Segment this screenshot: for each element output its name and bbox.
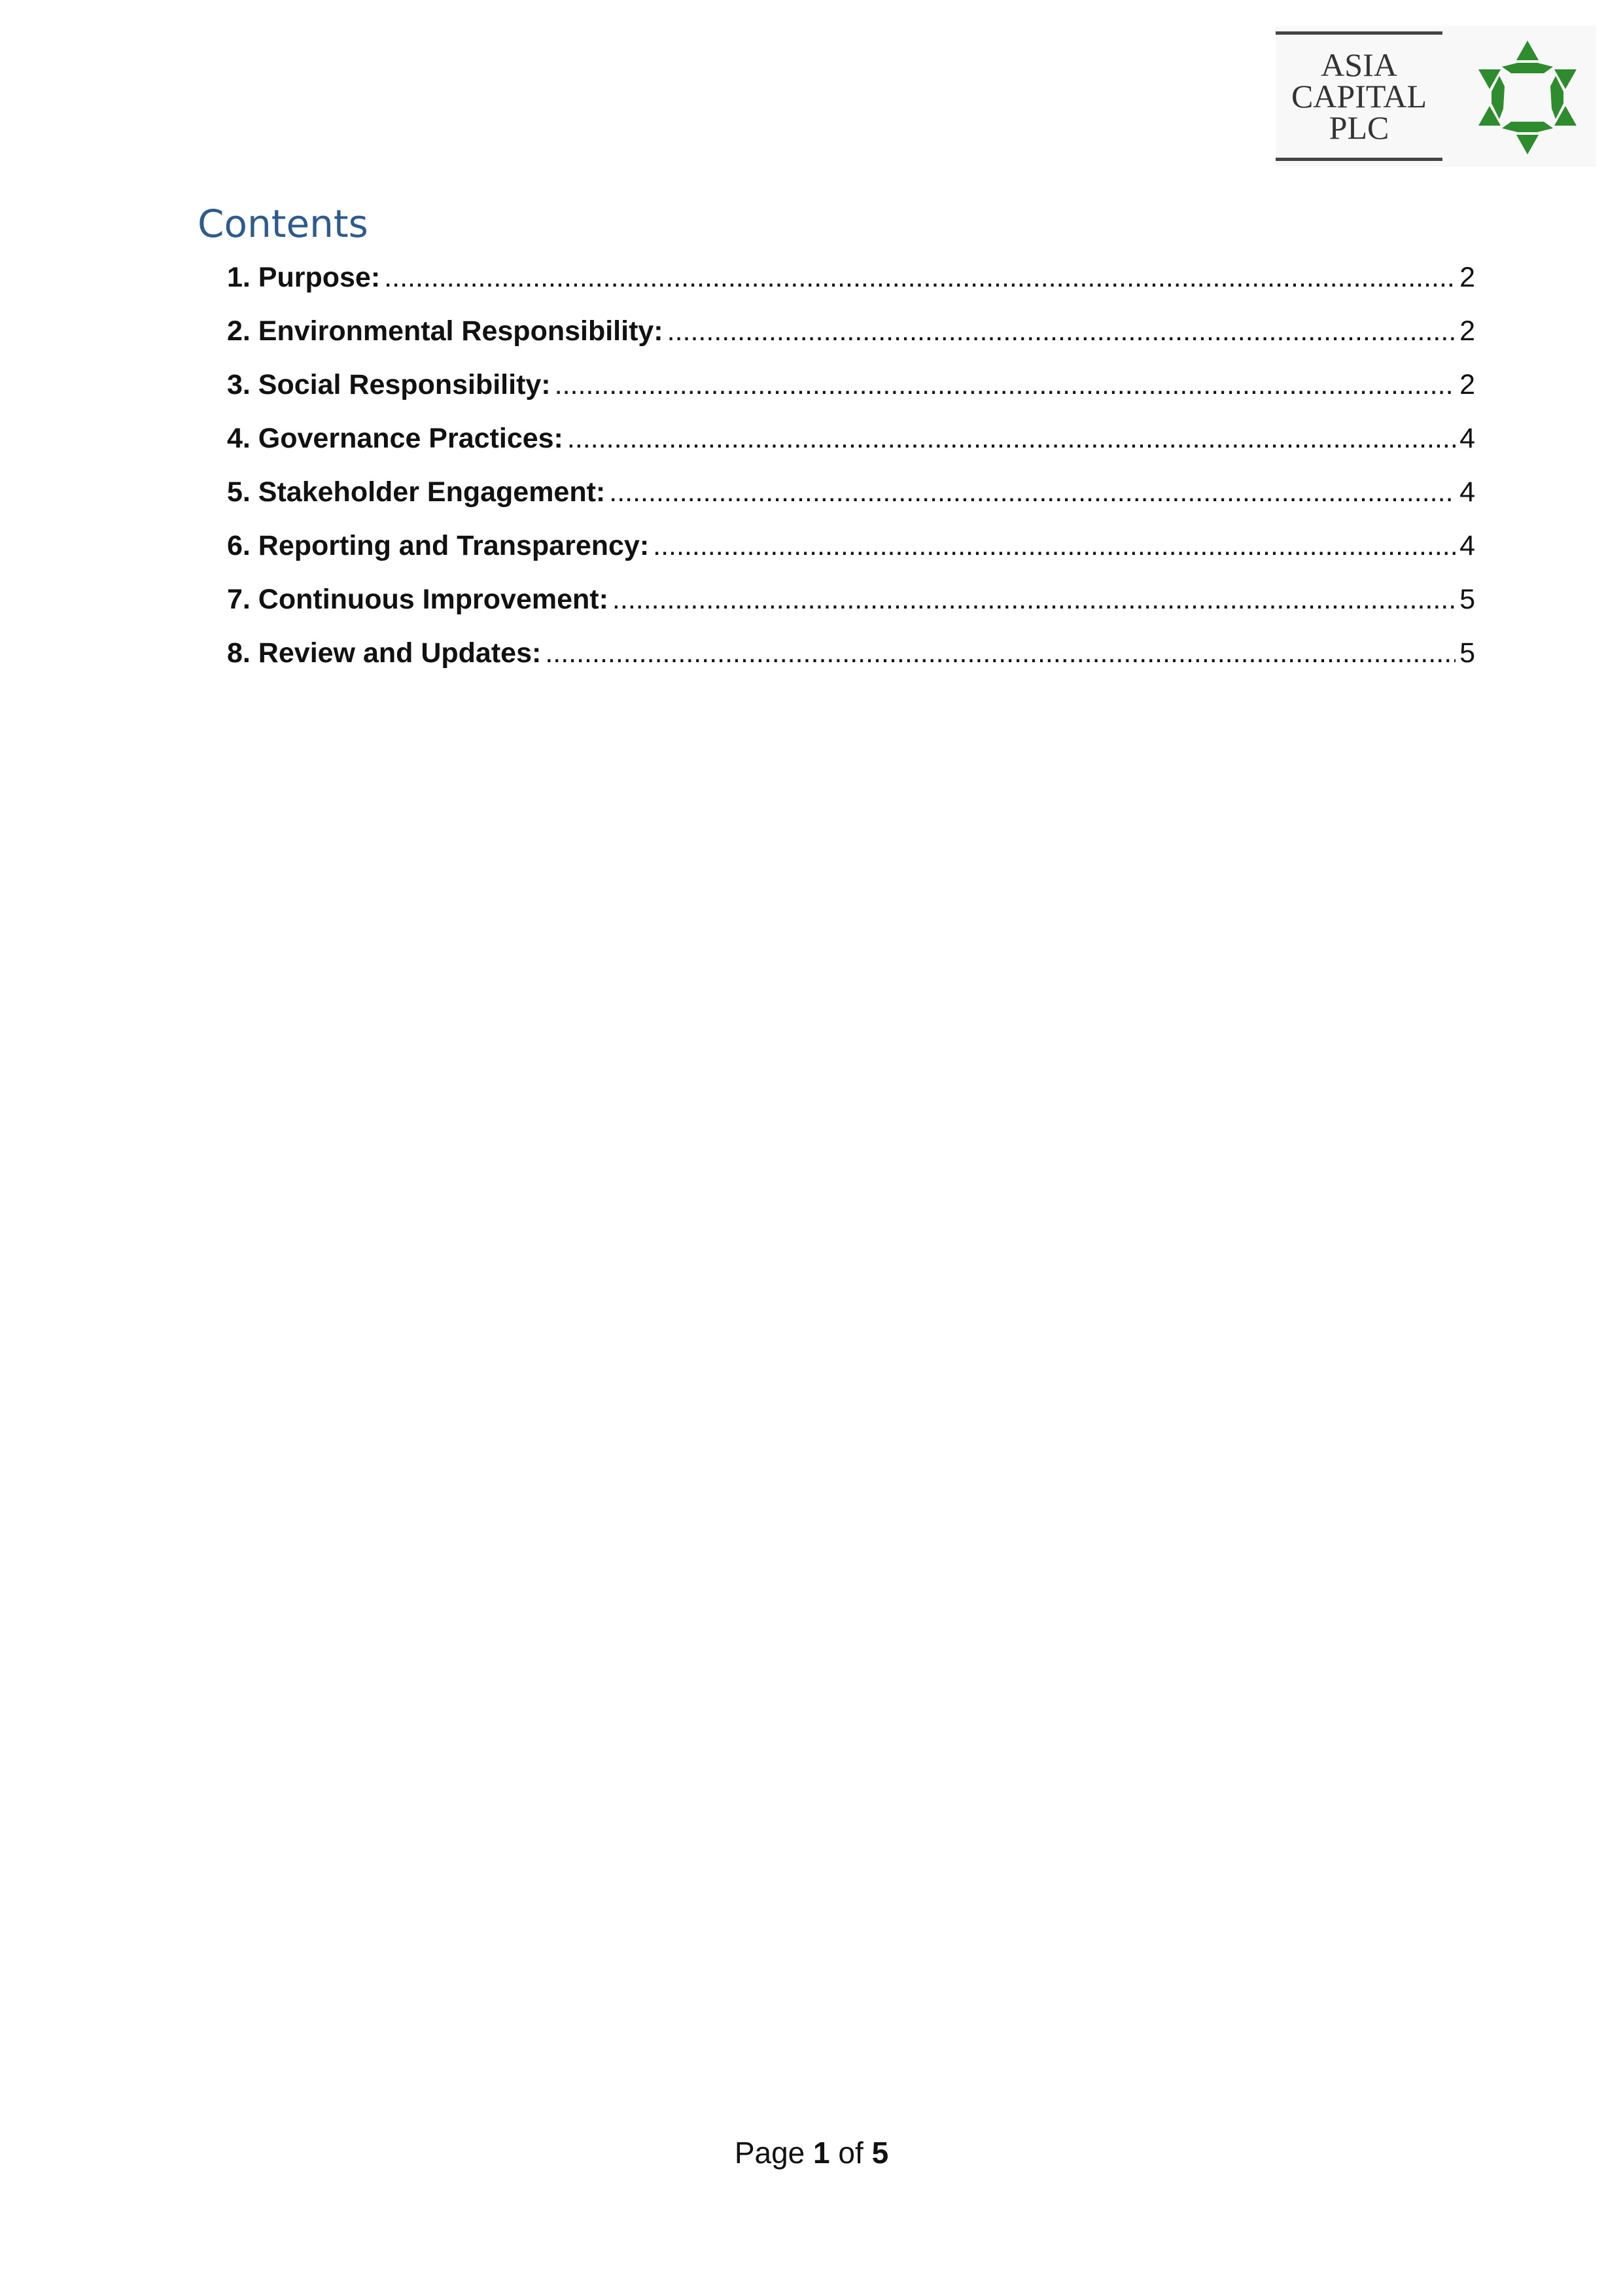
toc-entry[interactable]: [227, 412, 1475, 465]
toc-dot-leader: [609, 465, 1456, 519]
contents-heading: Contents: [198, 202, 368, 246]
logo-line-3: PLC: [1329, 109, 1389, 146]
toc-entry-title: 1. Purpose:: [227, 262, 381, 293]
toc-page-number: 2: [1459, 369, 1475, 400]
logo-line-1: ASIA: [1321, 46, 1397, 83]
logo-wordmark: [1276, 31, 1442, 161]
toc-page-number: 2: [1459, 262, 1475, 293]
toc-dot-leader: [384, 251, 1456, 304]
toc-entry-title: 7. Continuous Improvement:: [227, 584, 608, 615]
toc-entry[interactable]: [227, 304, 1475, 358]
toc-entry[interactable]: [227, 465, 1475, 519]
toc-dot-leader: [555, 358, 1456, 412]
toc-dot-leader: [567, 412, 1456, 465]
toc-page-number: 4: [1459, 476, 1475, 508]
toc-entry[interactable]: [227, 626, 1475, 680]
toc-entry[interactable]: [227, 573, 1475, 626]
footer-of-label: of: [838, 2136, 864, 2170]
toc-dot-leader: [545, 626, 1456, 680]
toc-entry-title: 2. Environmental Responsibility:: [227, 315, 663, 347]
toc-entry-title: 4. Governance Practices:: [227, 423, 563, 454]
footer-page-label: Page: [734, 2136, 805, 2170]
toc-entry-title: 3. Social Responsibility:: [227, 369, 551, 400]
footer-current-page: 1: [813, 2136, 830, 2170]
toc-entry[interactable]: [227, 519, 1475, 573]
toc-entry[interactable]: [227, 358, 1475, 412]
logo-line-2: CAPITAL: [1291, 78, 1427, 115]
toc-page-number: 5: [1459, 637, 1475, 669]
toc-page-number: 4: [1459, 530, 1475, 561]
toc-dot-leader: [612, 573, 1456, 626]
toc-entry-title: 5. Stakeholder Engagement:: [227, 476, 606, 508]
company-logo: [1276, 26, 1596, 167]
toc-page-number: 2: [1459, 315, 1475, 347]
toc-dot-leader: [667, 304, 1456, 358]
toc-page-number: 5: [1459, 584, 1475, 615]
toc-dot-leader: [653, 519, 1456, 573]
page-footer: [0, 2133, 1623, 2172]
table-of-contents: [227, 251, 1475, 680]
toc-page-number: 4: [1459, 423, 1475, 454]
footer-total-pages: 5: [871, 2136, 889, 2170]
star-emblem-icon: [1465, 35, 1590, 160]
toc-entry-title: 6. Reporting and Transparency:: [227, 530, 650, 561]
toc-entry-title: 8. Review and Updates:: [227, 637, 542, 669]
toc-entry[interactable]: [227, 251, 1475, 304]
